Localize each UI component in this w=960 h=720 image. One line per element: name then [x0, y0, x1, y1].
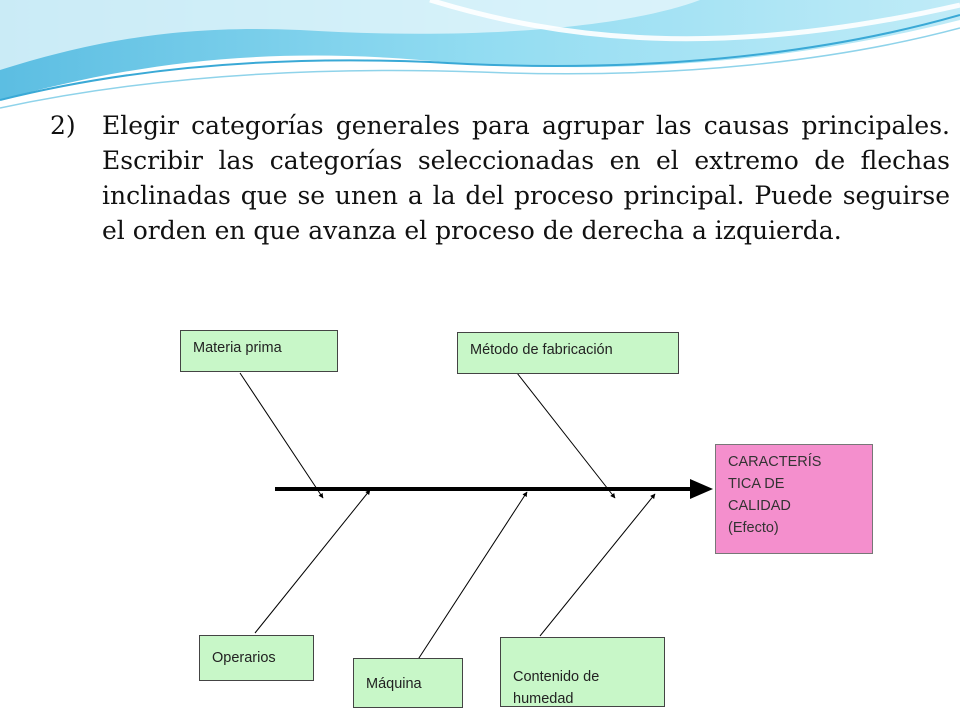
- arrow-maquina: [417, 492, 527, 661]
- effect-line: CALIDAD: [728, 498, 791, 514]
- cause-box-operarios: [199, 635, 314, 681]
- item-number: 2): [50, 111, 76, 140]
- effect-box: [715, 444, 873, 554]
- cause-label: Materia prima: [193, 340, 282, 356]
- cause-box-metodo-fabricacion: [457, 332, 679, 374]
- effect-line: TICA DE: [728, 476, 785, 492]
- header-wave-decoration: [0, 0, 960, 120]
- cause-box-maquina: [353, 658, 463, 708]
- arrow-contenido-humedad: [540, 494, 655, 636]
- arrow-operarios: [255, 490, 370, 633]
- cause-label: Método de fabricación: [470, 342, 613, 358]
- cause-box-contenido-humedad: [500, 637, 665, 707]
- fishbone-diagram: [165, 328, 877, 720]
- cause-box-materia-prima: [180, 330, 338, 372]
- main-arrowhead: [690, 479, 713, 499]
- effect-line: (Efecto): [728, 520, 779, 536]
- cause-label: Contenido de humedad: [513, 669, 600, 707]
- arrow-metodo-fabricacion: [517, 373, 615, 498]
- instruction-text: Elegir categorías generales para agrupar las causas principales. Escribir las categorías seleccionadas en el extremo de flechas inclinadas que se unen a la del proceso principal. Puede seguirse el orden en que avanza el proceso de derecha a izquierda.: [102, 111, 950, 245]
- effect-line: CARACTERÍS: [728, 454, 822, 470]
- cause-label: Operarios: [212, 650, 276, 666]
- cause-label: Máquina: [366, 676, 422, 692]
- arrow-materia-prima: [240, 373, 323, 498]
- instruction-paragraph: [50, 108, 950, 248]
